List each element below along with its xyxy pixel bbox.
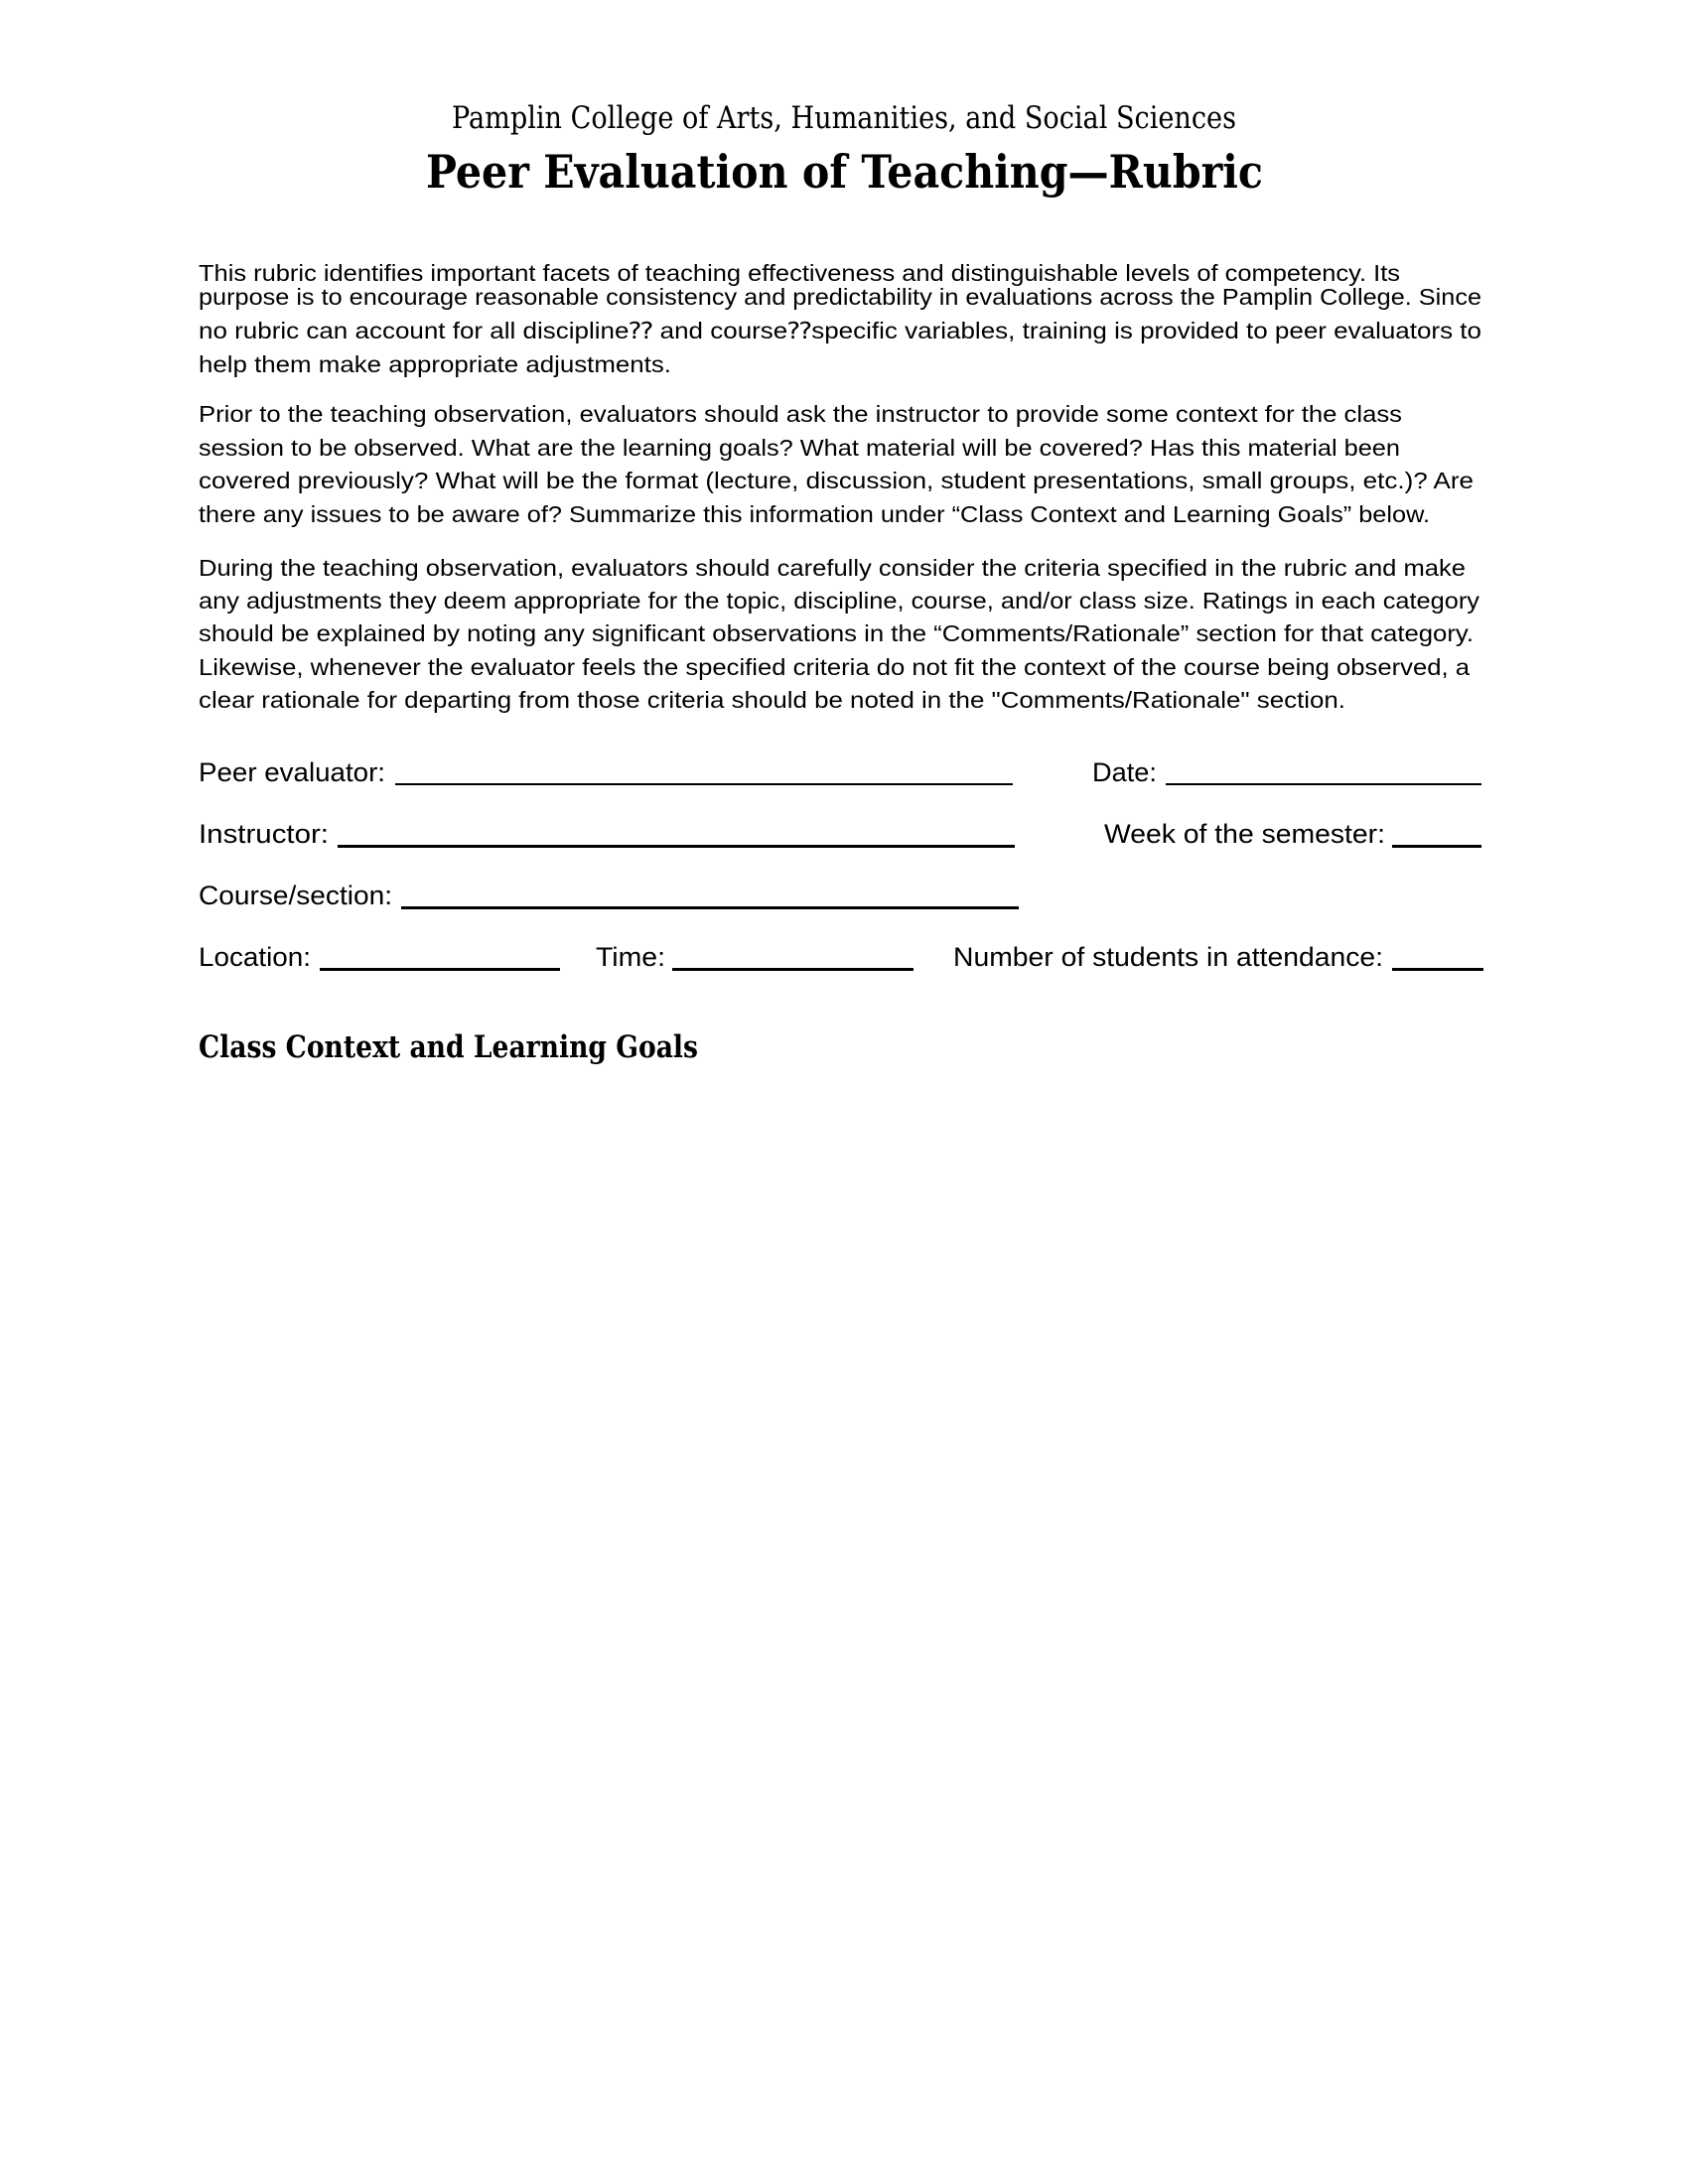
date-underline[interactable] xyxy=(1166,783,1481,785)
paragraph-line: session to be observed. What are the learning goals? What material will be covered? Has this material been xyxy=(199,435,1400,461)
attendance-underline[interactable] xyxy=(1392,968,1483,971)
paragraph-line: Likewise, whenever the evaluator feels the specified criteria do not fit the context of the course being observed, a xyxy=(199,654,1470,680)
attendance-label: Number of students in attendance: xyxy=(953,942,1383,972)
section-heading: Class Context and Learning Goals xyxy=(199,1029,698,1065)
instructor-label: Instructor: xyxy=(199,819,329,849)
paragraph-line: no rubric can account for all discipline⁇ and course⁇specific variables, training is provided to peer evaluators to xyxy=(199,318,1481,343)
location-label: Location: xyxy=(199,942,311,972)
paragraph-line: covered previously? What will be the format (lecture, discussion, student presentations, small groups, etc.)? Are xyxy=(199,468,1474,493)
paragraph-line: This rubric identifies important facets of teaching effectiveness and distinguishable levels of competency. Its xyxy=(199,260,1400,286)
course-section-underline[interactable] xyxy=(401,906,1019,909)
paragraph-line: any adjustments they deem appropriate for the topic, discipline, course, and/or class size. Ratings in each category xyxy=(199,588,1479,614)
paragraph-line: During the teaching observation, evaluators should carefully consider the criteria specified in the rubric and make xyxy=(199,555,1466,581)
paragraph-line: clear rationale for departing from those criteria should be noted in the "Comments/Rationale" section. xyxy=(199,687,1345,713)
paragraph-line: there any issues to be aware of? Summarize this information under “Class Context and Learning Goals” below. xyxy=(199,501,1430,527)
time-label: Time: xyxy=(596,942,665,972)
peer-evaluator-label: Peer evaluator: xyxy=(199,757,385,787)
week-label: Week of the semester: xyxy=(1104,819,1385,849)
college-name: Pamplin College of Arts, Humanities, and Social Sciences xyxy=(452,100,1236,136)
date-label: Date: xyxy=(1092,757,1157,787)
paragraph-line: Prior to the teaching observation, evaluators should ask the instructor to provide some context for the class xyxy=(199,401,1402,427)
instructor-underline[interactable] xyxy=(338,845,1015,848)
paragraph-line: should be explained by noting any significant observations in the “Comments/Rationale” section for that category. xyxy=(199,620,1474,646)
paragraph-line: purpose is to encourage reasonable consistency and predictability in evaluations across the Pamplin College. Since xyxy=(199,284,1481,310)
page-title: Peer Evaluation of Teaching—Rubric xyxy=(425,145,1263,199)
paragraph-line: help them make appropriate adjustments. xyxy=(199,351,671,377)
week-underline[interactable] xyxy=(1392,845,1481,848)
location-underline[interactable] xyxy=(320,968,560,971)
peer-evaluator-underline[interactable] xyxy=(395,783,1013,785)
time-underline[interactable] xyxy=(672,968,914,971)
course-section-label: Course/section: xyxy=(199,881,392,910)
